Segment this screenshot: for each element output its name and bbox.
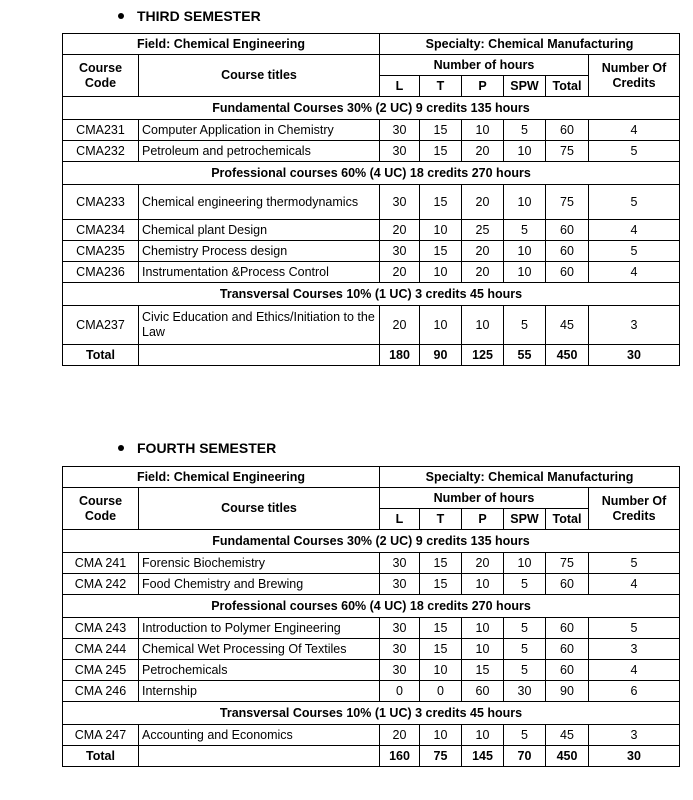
hours-t: 10 <box>420 262 462 283</box>
table-row <box>63 220 680 241</box>
course-code: CMA232 <box>63 141 139 162</box>
course-title: Chemistry Process design <box>139 241 380 262</box>
course-titles-header: Course titles <box>139 488 380 530</box>
hours-total: 75 <box>546 141 589 162</box>
course-code: CMA231 <box>63 120 139 141</box>
hours-p: 15 <box>462 660 504 681</box>
table-row <box>63 185 680 220</box>
hours-l: 20 <box>380 262 420 283</box>
hours-p: 10 <box>462 725 504 746</box>
course-code: CMA 243 <box>63 618 139 639</box>
hours-total: 75 <box>546 185 589 220</box>
group-label: Professional courses 60% (4 UC) 18 credits 270 hours <box>63 162 680 185</box>
credits: 3 <box>589 306 680 345</box>
hours-t: 15 <box>420 241 462 262</box>
credits: 5 <box>589 241 680 262</box>
hours-total: 60 <box>546 618 589 639</box>
course-code: CMA 247 <box>63 725 139 746</box>
specialty-label: Specialty: Chemical Manufacturing <box>380 34 680 55</box>
total-l: 160 <box>380 746 420 767</box>
hours-t: 15 <box>420 618 462 639</box>
hours-p: 10 <box>462 639 504 660</box>
hours-p: 10 <box>462 574 504 595</box>
course-title: Food Chemistry and Brewing <box>139 574 380 595</box>
course-title: Civic Education and Ethics/Initiation to the Law <box>139 306 380 345</box>
total-credits: 30 <box>589 345 680 366</box>
credits: 4 <box>589 220 680 241</box>
t-header: T <box>420 76 462 97</box>
course-titles-header: Course titles <box>139 55 380 97</box>
hours-l: 30 <box>380 241 420 262</box>
t-header: T <box>420 509 462 530</box>
semester-table <box>62 33 680 366</box>
number-of-hours-header: Number of hours <box>380 55 589 76</box>
hours-t: 15 <box>420 141 462 162</box>
hours-l: 30 <box>380 185 420 220</box>
hours-spw: 10 <box>504 185 546 220</box>
hours-p: 25 <box>462 220 504 241</box>
table-row <box>63 120 680 141</box>
credits: 5 <box>589 618 680 639</box>
course-code: CMA233 <box>63 185 139 220</box>
hours-spw: 10 <box>504 141 546 162</box>
total-header: Total <box>546 509 589 530</box>
total-label: Total <box>63 746 139 767</box>
hours-t: 10 <box>420 725 462 746</box>
hours-t: 15 <box>420 574 462 595</box>
hours-spw: 5 <box>504 120 546 141</box>
bullet-icon <box>118 13 124 19</box>
course-code: CMA 242 <box>63 574 139 595</box>
total-row <box>63 345 680 366</box>
total-row <box>63 746 680 767</box>
hours-p: 20 <box>462 141 504 162</box>
field-label: Field: Chemical Engineering <box>63 34 380 55</box>
credits: 3 <box>589 725 680 746</box>
credits: 4 <box>589 660 680 681</box>
total-header: Total <box>546 76 589 97</box>
l-header: L <box>380 76 420 97</box>
semester-title: THIRD SEMESTER <box>137 8 261 24</box>
hours-p: 20 <box>462 185 504 220</box>
course-title: Chemical Wet Processing Of Textiles <box>139 639 380 660</box>
credits: 5 <box>589 141 680 162</box>
table-row <box>63 262 680 283</box>
table-row <box>63 141 680 162</box>
credits: 5 <box>589 553 680 574</box>
credits: 6 <box>589 681 680 702</box>
course-code: CMA 241 <box>63 553 139 574</box>
table-row <box>63 306 680 345</box>
credits-header: Number Of Credits <box>589 488 680 530</box>
course-title: Petroleum and petrochemicals <box>139 141 380 162</box>
group-label: Professional courses 60% (4 UC) 18 credits 270 hours <box>63 595 680 618</box>
hours-t: 15 <box>420 120 462 141</box>
total-hours: 450 <box>546 746 589 767</box>
course-code: CMA 245 <box>63 660 139 681</box>
l-header: L <box>380 509 420 530</box>
course-title: Forensic Biochemistry <box>139 553 380 574</box>
semester-table <box>62 466 680 767</box>
hours-l: 20 <box>380 306 420 345</box>
hours-l: 30 <box>380 639 420 660</box>
group-label: Fundamental Courses 30% (2 UC) 9 credits 135 hours <box>63 97 680 120</box>
hours-spw: 5 <box>504 725 546 746</box>
hours-p: 20 <box>462 553 504 574</box>
hours-l: 30 <box>380 141 420 162</box>
hours-total: 60 <box>546 120 589 141</box>
hours-total: 60 <box>546 241 589 262</box>
semester-heading <box>118 440 276 456</box>
credits: 4 <box>589 120 680 141</box>
hours-t: 15 <box>420 639 462 660</box>
course-code-header: Course Code <box>63 488 139 530</box>
hours-spw: 5 <box>504 306 546 345</box>
hours-spw: 5 <box>504 618 546 639</box>
hours-spw: 10 <box>504 262 546 283</box>
field-label: Field: Chemical Engineering <box>63 467 380 488</box>
total-credits: 30 <box>589 746 680 767</box>
total-p: 125 <box>462 345 504 366</box>
hours-total: 60 <box>546 574 589 595</box>
hours-total: 60 <box>546 660 589 681</box>
hours-spw: 5 <box>504 660 546 681</box>
group-label: Transversal Courses 10% (1 UC) 3 credits 45 hours <box>63 283 680 306</box>
hours-total: 60 <box>546 639 589 660</box>
course-code: CMA 246 <box>63 681 139 702</box>
hours-l: 30 <box>380 660 420 681</box>
course-title: Chemical engineering thermodynamics <box>139 185 380 220</box>
hours-total: 90 <box>546 681 589 702</box>
total-p: 145 <box>462 746 504 767</box>
hours-p: 10 <box>462 306 504 345</box>
course-title: Petrochemicals <box>139 660 380 681</box>
course-code: CMA236 <box>63 262 139 283</box>
hours-total: 75 <box>546 553 589 574</box>
hours-spw: 30 <box>504 681 546 702</box>
number-of-hours-header: Number of hours <box>380 488 589 509</box>
total-t: 90 <box>420 345 462 366</box>
hours-spw: 5 <box>504 574 546 595</box>
spw-header: SPW <box>504 76 546 97</box>
specialty-label: Specialty: Chemical Manufacturing <box>380 467 680 488</box>
total-blank <box>139 345 380 366</box>
course-code: CMA 244 <box>63 639 139 660</box>
course-title: Introduction to Polymer Engineering <box>139 618 380 639</box>
course-code-header: Course Code <box>63 55 139 97</box>
total-t: 75 <box>420 746 462 767</box>
total-spw: 70 <box>504 746 546 767</box>
total-blank <box>139 746 380 767</box>
semester-heading <box>118 8 261 24</box>
course-title: Accounting and Economics <box>139 725 380 746</box>
hours-p: 20 <box>462 262 504 283</box>
hours-total: 60 <box>546 220 589 241</box>
hours-l: 20 <box>380 725 420 746</box>
course-code: CMA235 <box>63 241 139 262</box>
hours-p: 10 <box>462 120 504 141</box>
hours-spw: 5 <box>504 220 546 241</box>
hours-spw: 10 <box>504 553 546 574</box>
table-row <box>63 681 680 702</box>
credits: 4 <box>589 262 680 283</box>
course-code: CMA237 <box>63 306 139 345</box>
total-label: Total <box>63 345 139 366</box>
hours-l: 30 <box>380 120 420 141</box>
table-row <box>63 618 680 639</box>
table-row <box>63 725 680 746</box>
course-code: CMA234 <box>63 220 139 241</box>
hours-l: 30 <box>380 553 420 574</box>
hours-total: 60 <box>546 262 589 283</box>
bullet-icon <box>118 445 124 451</box>
p-header: P <box>462 509 504 530</box>
spw-header: SPW <box>504 509 546 530</box>
group-label: Transversal Courses 10% (1 UC) 3 credits 45 hours <box>63 702 680 725</box>
hours-l: 20 <box>380 220 420 241</box>
course-title: Computer Application in Chemistry <box>139 120 380 141</box>
group-label: Fundamental Courses 30% (2 UC) 9 credits 135 hours <box>63 530 680 553</box>
p-header: P <box>462 76 504 97</box>
course-title: Instrumentation &Process Control <box>139 262 380 283</box>
credits: 3 <box>589 639 680 660</box>
hours-l: 30 <box>380 618 420 639</box>
table-row <box>63 553 680 574</box>
hours-t: 15 <box>420 553 462 574</box>
hours-p: 10 <box>462 618 504 639</box>
credits-header: Number Of Credits <box>589 55 680 97</box>
hours-t: 10 <box>420 660 462 681</box>
hours-l: 0 <box>380 681 420 702</box>
total-l: 180 <box>380 345 420 366</box>
total-spw: 55 <box>504 345 546 366</box>
hours-total: 45 <box>546 306 589 345</box>
table-row <box>63 241 680 262</box>
total-hours: 450 <box>546 345 589 366</box>
credits: 5 <box>589 185 680 220</box>
table-row <box>63 660 680 681</box>
table-row <box>63 574 680 595</box>
course-title: Internship <box>139 681 380 702</box>
table-row <box>63 639 680 660</box>
hours-l: 30 <box>380 574 420 595</box>
hours-t: 0 <box>420 681 462 702</box>
credits: 4 <box>589 574 680 595</box>
hours-t: 10 <box>420 220 462 241</box>
hours-p: 60 <box>462 681 504 702</box>
hours-t: 10 <box>420 306 462 345</box>
hours-t: 15 <box>420 185 462 220</box>
semester-title: FOURTH SEMESTER <box>137 440 277 456</box>
hours-spw: 5 <box>504 639 546 660</box>
hours-p: 20 <box>462 241 504 262</box>
hours-total: 45 <box>546 725 589 746</box>
hours-spw: 10 <box>504 241 546 262</box>
course-title: Chemical plant Design <box>139 220 380 241</box>
